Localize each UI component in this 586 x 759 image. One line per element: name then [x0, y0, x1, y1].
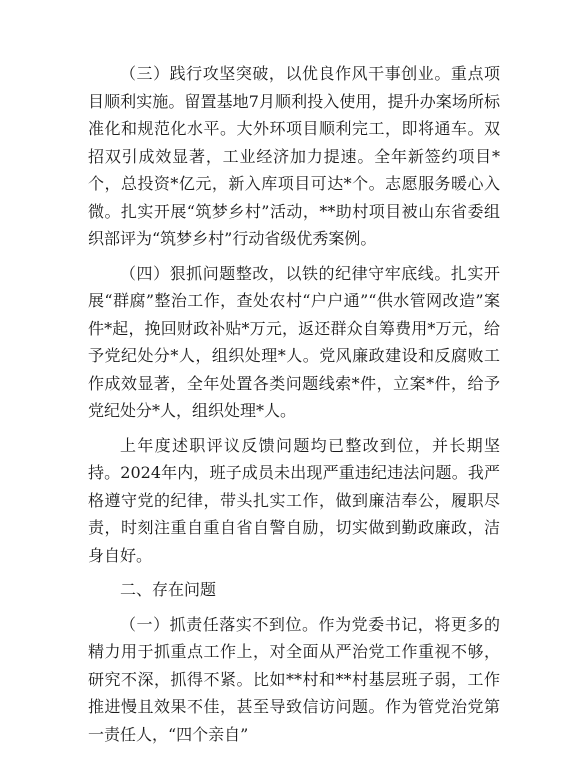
section-heading-problems: 二、存在问题	[120, 580, 217, 599]
document-page	[88, 60, 500, 755]
paragraph-review-feedback: 上年度述职评议反馈问题均已整改到位，并长期坚持。2024年内，班子成员未出现严重违纪违法问题。我严格遵守党的纪律，带头扎实工作，做到廉洁奉公，履职尽责，时刻注重自重自省自警自励，切实做到勤政廉政，洁身自好。	[88, 435, 500, 565]
paragraph-4-rectification: （四）狠抓问题整改，以铁的纪律守牢底线。扎实开展“群腐”整治工作，查处农村“户户通”“供水管网改造”案件*起，挽回财政补贴*万元，返还群众自筹费用*万元，给予党纪处分*人，组织处理*人。党风廉政建设和反腐败工作成效显著，全年处置各类问题线索*件，立案*件，给予党纪处分*人，组织处理*人。	[88, 263, 500, 420]
paragraph-3-practice: （三）践行攻坚突破，以优良作风干事创业。重点项目顺利实施。留置基地7月顺利投入使用，提升办案场所标准化和规范化水平。大外环项目顺利完工，即将通车。双招双引成效显著，工业经济加力提速。全年新签约项目*个，总投资*亿元，新入库项目可达*个。志愿服务暖心入微。扎实开展“筑梦乡村”活动，**助村项目被山东省委组织部评为“筑梦乡村”行动省级优秀案例。	[88, 64, 500, 248]
paragraph-problem-1: （一）抓责任落实不到位。作为党委书记，将更多的精力用于抓重点工作上，对全面从严治党工作重视不够，研究不深，抓得不紧。比如**村和**村基层班子弱，工作推进慢且效果不佳，甚至导致信访问题。作为管党治党第一责任人，“四个亲自”	[88, 614, 500, 744]
